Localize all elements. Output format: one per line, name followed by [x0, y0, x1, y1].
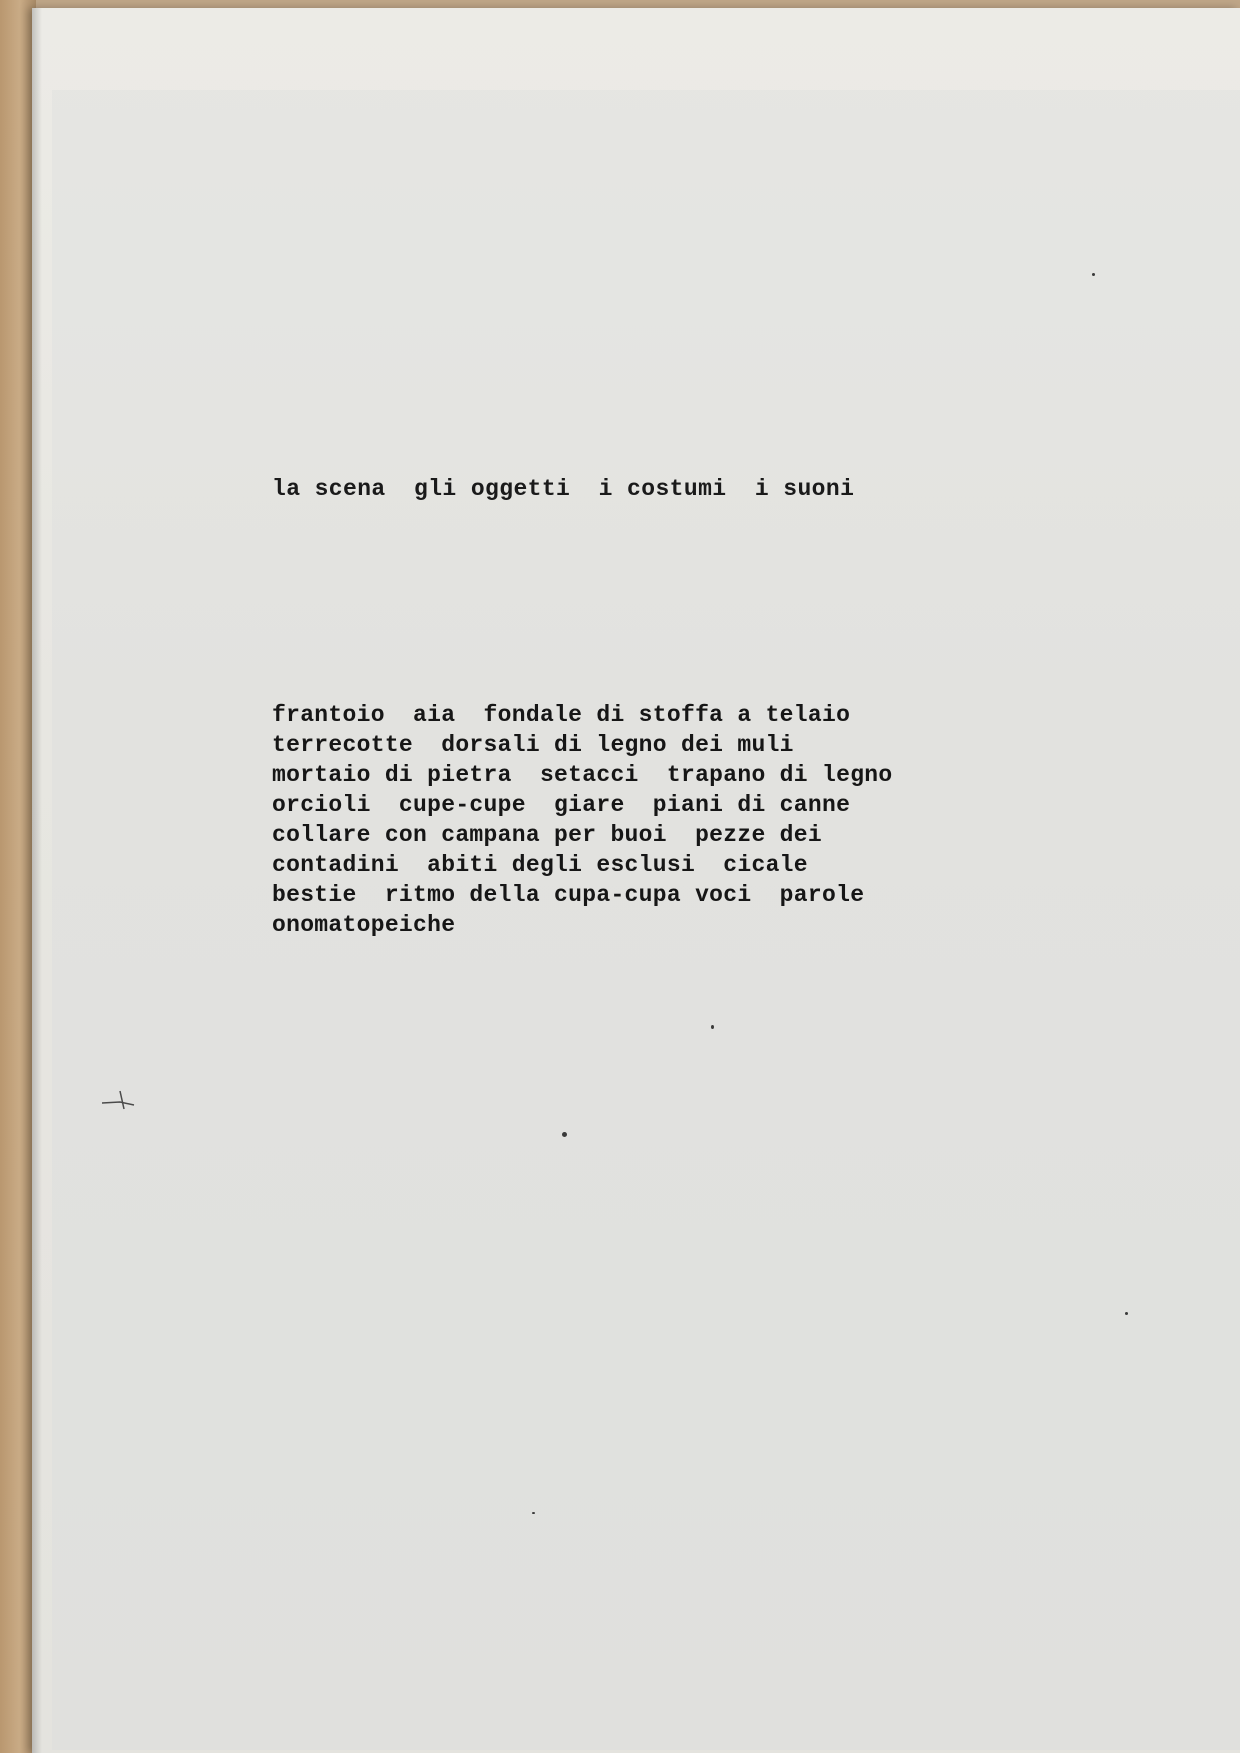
body-text: [272, 700, 893, 940]
body-line: bestie ritmo della cupa-cupa voci parole: [272, 882, 865, 908]
body-line: terrecotte dorsali di legno dei muli: [272, 732, 794, 758]
body-line: collare con campana per buoi pezze dei: [272, 822, 822, 848]
ink-speck: [532, 1512, 535, 1514]
page-heading: la scena gli oggetti i costumi i suoni: [272, 476, 855, 502]
body-line: frantoio aia fondale di stoffa a telaio: [272, 702, 851, 728]
cardboard-backing: [0, 0, 36, 1753]
body-line: mortaio di pietra setacci trapano di legno: [272, 762, 893, 788]
body-line: contadini abiti degli esclusi cicale: [272, 852, 808, 878]
ink-speck: [562, 1132, 567, 1137]
page-fold-shadow: [32, 8, 42, 1753]
ink-speck: [1125, 1312, 1128, 1315]
body-line: orcioli cupe-cupe giare piani di canne: [272, 792, 851, 818]
stray-mark: [100, 1085, 136, 1115]
ink-speck: [711, 1025, 714, 1029]
body-line: onomatopeiche: [272, 912, 456, 938]
ink-speck: [1092, 273, 1095, 276]
